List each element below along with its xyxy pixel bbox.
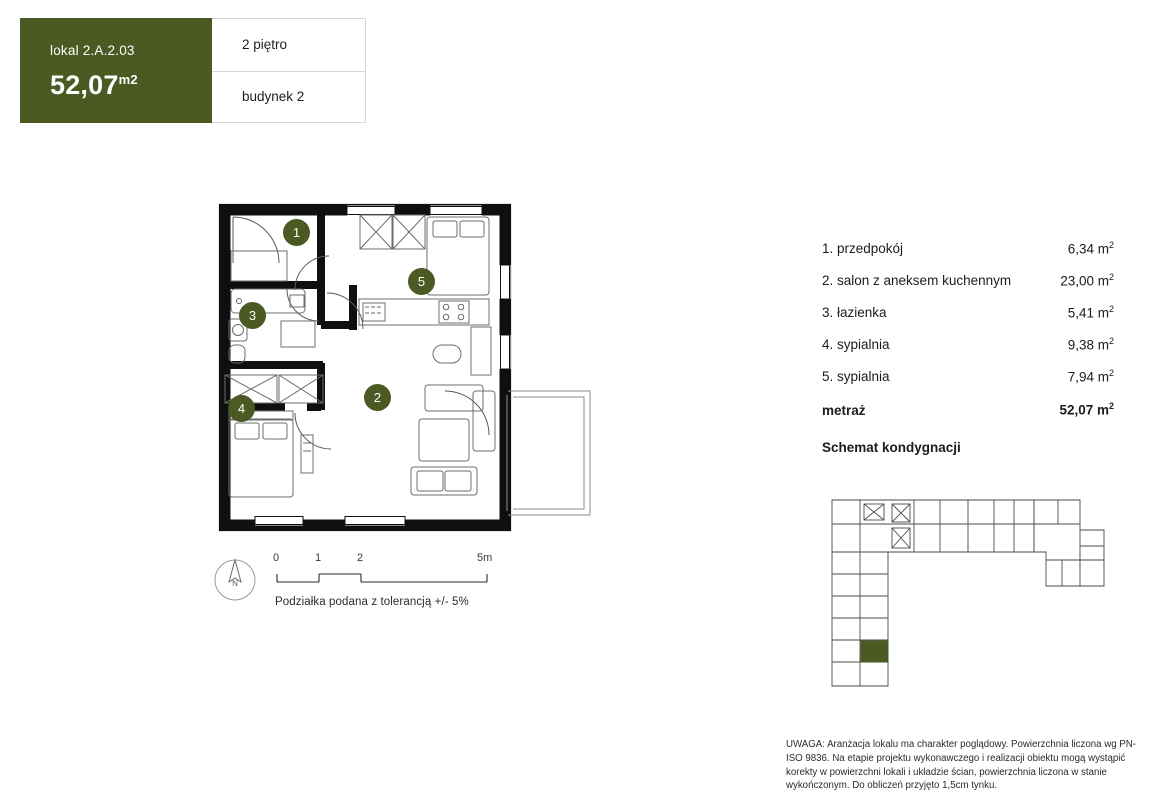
floor-plan [195,195,615,555]
legend-room-area [1068,241,1114,256]
floor-schema-title: Schemat kondygnacji [822,440,961,455]
legend-room-name: 3. łazienka [822,305,887,320]
unit-building: budynek 2 [212,71,366,124]
legend-room-area-unit: 2 [1108,239,1114,250]
legend-room-name: 1. przedpokój [822,241,904,256]
highlighted-unit [861,641,888,662]
scale-tick-0: 0 [273,552,280,564]
scale-tick-2: 2 [357,552,364,564]
legend-room-area-value: 7,94 m [1067,369,1109,384]
legend-total-label: metraż [822,402,866,418]
room-marker-5[interactable]: 5 [408,268,435,295]
unit-area [50,69,212,100]
legend-room-area-value: 9,38 m [1067,337,1109,352]
legend-room-name: 2. salon z aneksem kuchennym [822,273,1012,288]
scale-tick-labels [205,552,625,572]
unit-floor: 2 piętro [212,18,366,71]
room-marker-1[interactable]: 1 [283,219,310,246]
unit-header [20,18,366,123]
room-marker-2[interactable]: 2 [364,384,391,411]
compass-icon [209,552,261,604]
unit-meta [212,18,366,123]
unit-badge [20,18,212,123]
floor-plan-drawing [195,195,615,555]
legend-row [822,232,1114,264]
legend-room-area [1068,305,1114,320]
legend-row [822,264,1114,296]
floor-schema [822,490,1114,700]
legend-row [822,296,1114,328]
legend-room-area-unit: 2 [1108,303,1114,314]
scale-tick-1: 1 [315,552,322,564]
legend-total-area [1059,402,1114,417]
legend-room-name: 5. sypialnia [822,369,890,384]
unit-code: lokal 2.A.2.03 [50,43,135,58]
scale-tolerance-note: Podziałka podana z tolerancją +/- 5% [275,596,469,608]
room-legend [822,232,1114,426]
legend-total-row [822,392,1114,426]
unit-area-value: 52,07 [50,69,119,100]
legend-room-area-value: 5,41 m [1067,305,1109,320]
legend-room-area-unit: 2 [1108,367,1114,378]
legend-room-area-value: 23,00 m [1060,273,1109,288]
legend-room-area-unit: 2 [1108,335,1114,346]
floor-schema-drawing [822,490,1114,700]
room-marker-4[interactable]: 4 [228,395,255,422]
legend-room-area-value: 6,34 m [1067,241,1109,256]
legend-total-area-value: 52,07 m [1059,402,1109,418]
legend-room-area [1068,337,1114,352]
room-marker-3[interactable]: 3 [239,302,266,329]
scale-bar [205,552,625,622]
legend-row [822,328,1114,360]
svg-text:N: N [232,579,238,588]
scale-tick-3: 5m [477,552,493,564]
legend-row [822,360,1114,392]
legend-room-area-unit: 2 [1108,271,1114,282]
legend-room-area [1060,273,1114,288]
legend-room-name: 4. sypialnia [822,337,890,352]
legend-total-area-unit: 2 [1108,401,1114,411]
disclaimer-note: UWAGA: Aranżacja lokalu ma charakter poglądowy. Powierzchnia liczona wg PN-ISO 9836. Na etapie projektu wykonawczego i realizacji obiektu mogą wystąpić korekty w powierzchni lokali i układzie ścian, powierzchnia liczona w stanie wykończonym. Do obliczeń przyjęto 1,5cm tynku. [786,739,1136,792]
unit-area-unit: m2 [118,71,138,87]
legend-room-area [1068,369,1114,384]
